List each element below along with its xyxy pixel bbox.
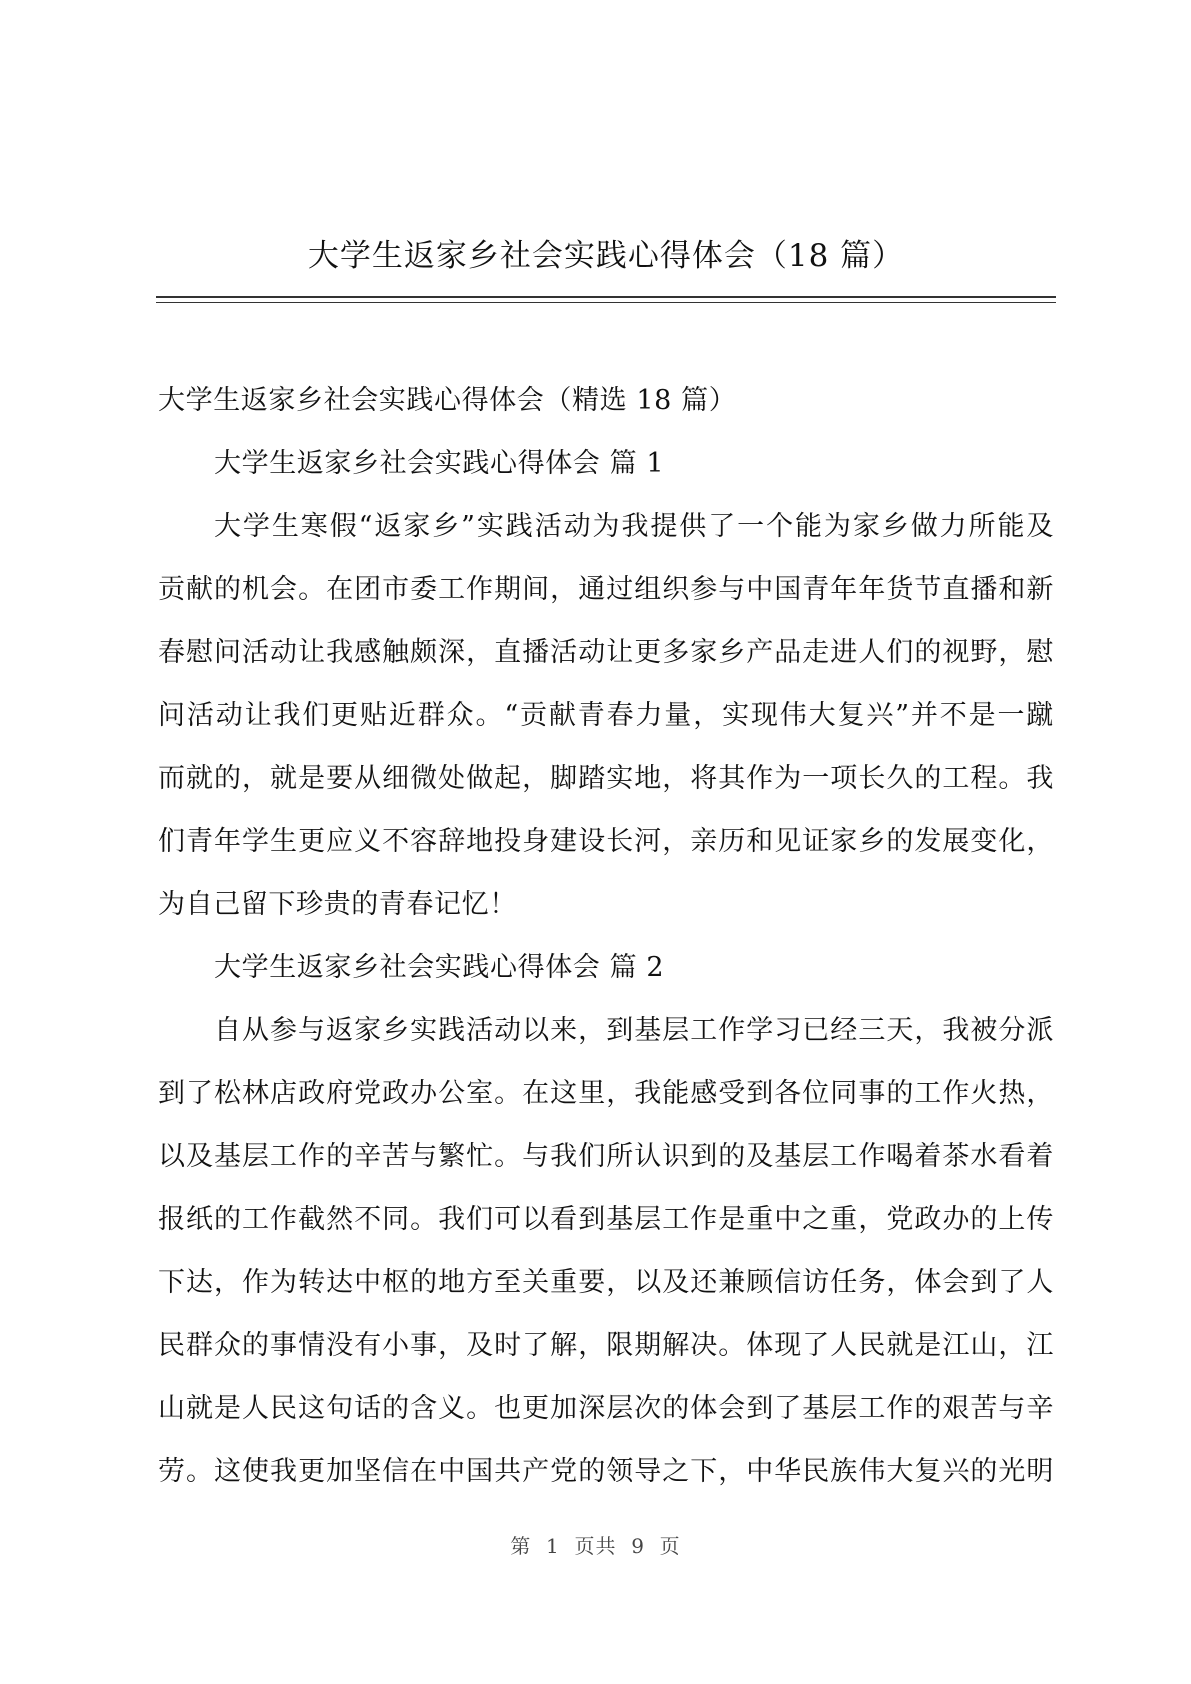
body-line: 大学生寒假“返家乡”实践活动为我提供了一个能为家乡做力所能及 bbox=[214, 511, 1054, 542]
body-line: 为自己留下珍贵的青春记忆！ bbox=[158, 889, 517, 920]
title-double-rule bbox=[156, 296, 1056, 303]
body-line: 大学生返家乡社会实践心得体会 篇 2 bbox=[214, 952, 665, 983]
body-line: 以及基层工作的辛苦与繁忙。与我们所认识到的及基层工作喝着茶水看着 bbox=[158, 1141, 1054, 1172]
body-line: 而就的，就是要从细微处做起，脚踏实地，将其作为一项长久的工程。我 bbox=[158, 763, 1054, 794]
body-line: 山就是人民这句话的含义。也更加深层次的体会到了基层工作的艰苦与辛 bbox=[158, 1393, 1054, 1424]
body-line: 贡献的机会。在团市委工作期间，通过组织参与中国青年年货节直播和新 bbox=[158, 574, 1054, 605]
body-line: 下达，作为转达中枢的地方至关重要，以及还兼顾信访任务，体会到了人 bbox=[158, 1267, 1054, 1298]
body-line: 报纸的工作截然不同。我们可以看到基层工作是重中之重，党政办的上传 bbox=[158, 1204, 1054, 1235]
body-line: 民群众的事情没有小事，及时了解，限期解决。体现了人民就是江山，江 bbox=[158, 1330, 1054, 1361]
document-body bbox=[158, 369, 1054, 1503]
document-title: 大学生返家乡社会实践心得体会（18 篇） bbox=[307, 238, 905, 274]
body-line: 大学生返家乡社会实践心得体会（精选 18 篇） bbox=[158, 385, 737, 416]
body-line: 们青年学生更应义不容辞地投身建设长河，亲历和见证家乡的发展变化， bbox=[158, 826, 1054, 857]
body-line: 劳。这使我更加坚信在中国共产党的领导之下，中华民族伟大复兴的光明 bbox=[158, 1456, 1054, 1487]
body-line: 春慰问活动让我感触颇深，直播活动让更多家乡产品走进人们的视野，慰 bbox=[158, 637, 1054, 668]
body-line: 问活动让我们更贴近群众。“贡献青春力量，实现伟大复兴”并不是一蹴 bbox=[158, 700, 1054, 731]
body-line: 到了松林店政府党政办公室。在这里，我能感受到各位同事的工作火热， bbox=[158, 1078, 1054, 1109]
body-line: 大学生返家乡社会实践心得体会 篇 1 bbox=[214, 448, 665, 479]
page-footer: 第 1 页共 9 页 bbox=[510, 1534, 681, 1558]
body-line: 自从参与返家乡实践活动以来，到基层工作学习已经三天，我被分派 bbox=[214, 1015, 1054, 1046]
